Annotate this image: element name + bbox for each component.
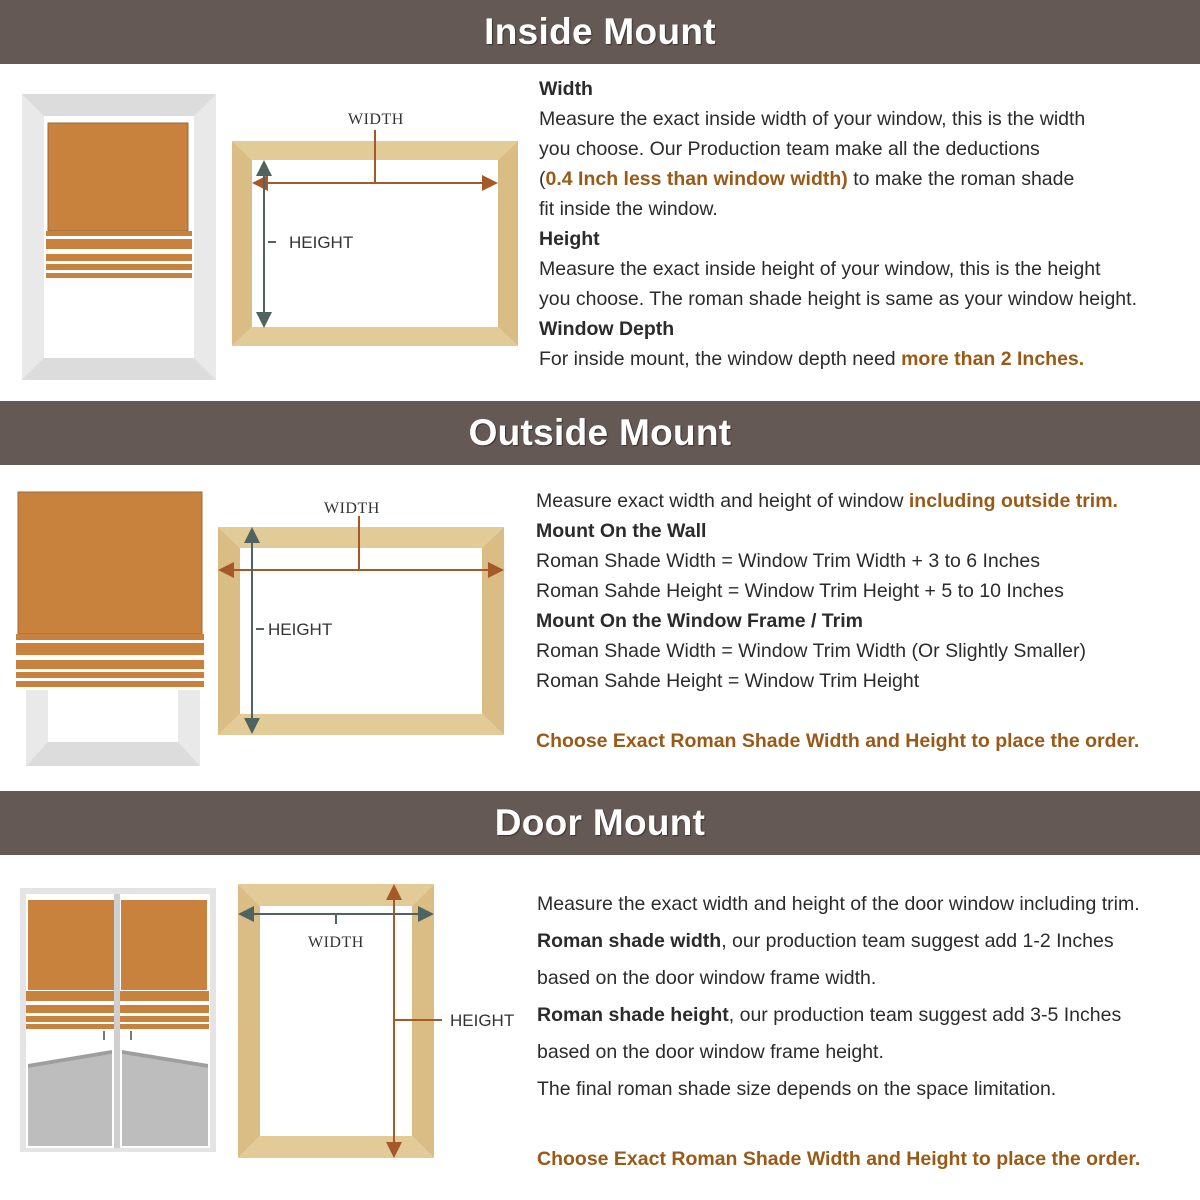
inside-depth-text: For inside mount, the window depth need: [539, 348, 902, 370]
outside-mount-title: Outside Mount: [468, 412, 732, 453]
door-mount-instructions: [537, 886, 1140, 1108]
outside-mount-measure-diagram: [218, 494, 508, 740]
outside-intro-accent: including outside trim.: [908, 490, 1118, 512]
door-height-rest: , our production team suggest add 3-5 Inches: [728, 1004, 1122, 1026]
door-mount-shade-illustration: [20, 888, 216, 1152]
inside-mount-title: Inside Mount: [484, 11, 716, 52]
outside-mount-instructions: [536, 486, 1139, 756]
inside-width-line-3-rest: to make the roman shade: [847, 168, 1075, 190]
door-line-4: [537, 997, 1140, 1034]
outside-frame-heading: Mount On the Window Frame / Trim: [536, 610, 863, 632]
door-line-2: [537, 923, 1140, 960]
inside-paren: (: [539, 168, 546, 190]
door-height-label: HEIGHT: [450, 1011, 515, 1030]
outside-intro-line: [536, 486, 1139, 516]
inside-width-line-3: [539, 164, 1137, 194]
door-width-bold: Roman shade width: [537, 930, 722, 952]
inside-mount-measure-diagram: [232, 108, 522, 348]
door-height-bold: Roman shade height: [537, 1004, 729, 1026]
outside-mount-shade-illustration: [16, 490, 216, 766]
inside-height-line-1: Measure the exact inside height of your window, this is the height: [539, 258, 1101, 280]
outside-width-label: WIDTH: [324, 500, 380, 517]
door-mount-title: Door Mount: [494, 802, 706, 843]
door-width-rest: , our production team suggest add 1-2 Inches: [721, 930, 1114, 952]
door-mount-banner: [0, 791, 1200, 855]
outside-wall-line-2: Roman Sahde Height = Window Trim Height + 5 to 10 Inches: [536, 580, 1064, 602]
outside-mount-banner: [0, 401, 1200, 465]
inside-width-label: WIDTH: [348, 111, 404, 128]
inside-depth-line: [539, 344, 1137, 374]
door-line-5: based on the door window frame height.: [537, 1041, 884, 1063]
outside-height-label: HEIGHT: [268, 620, 333, 639]
inside-width-line-1: Measure the exact inside width of your window, this is the width: [539, 108, 1086, 130]
outside-wall-heading: Mount On the Wall: [536, 520, 707, 542]
door-line-1: Measure the exact width and height of the door window including trim.: [537, 893, 1140, 915]
door-line-3: based on the door window frame width.: [537, 967, 877, 989]
inside-mount-shade-illustration: [22, 94, 216, 380]
door-cta: Choose Exact Roman Shade Width and Height to place the order.: [537, 1148, 1141, 1170]
inside-depth-heading: Window Depth: [539, 318, 675, 340]
door-line-6: The final roman shade size depends on the space limitation.: [537, 1078, 1057, 1100]
outside-cta: Choose Exact Roman Shade Width and Height to place the order.: [536, 730, 1140, 752]
inside-height-line-2: you choose. The roman shade height is same as your window height.: [539, 288, 1137, 310]
inside-mount-instructions: [539, 74, 1137, 374]
inside-width-heading: Width: [539, 78, 593, 100]
inside-width-line-4: fit inside the window.: [539, 198, 718, 220]
inside-deduction-accent: 0.4 Inch less than window width): [545, 168, 848, 190]
inside-width-line-2: you choose. Our Production team make all the deductions: [539, 138, 1040, 160]
outside-intro: Measure exact width and height of window: [536, 490, 909, 512]
door-width-label: WIDTH: [308, 934, 364, 951]
door-mount-measure-diagram: [238, 884, 522, 1160]
outside-frame-line-2: Roman Sahde Height = Window Trim Height: [536, 670, 920, 692]
inside-height-label: HEIGHT: [289, 233, 354, 252]
outside-frame-line-1: Roman Shade Width = Window Trim Width (Or Slightly Smaller): [536, 640, 1086, 662]
inside-mount-banner: [0, 0, 1200, 64]
inside-depth-accent: more than 2 Inches.: [901, 348, 1085, 370]
outside-wall-line-1: Roman Shade Width = Window Trim Width + 3 to 6 Inches: [536, 550, 1040, 572]
inside-height-heading: Height: [539, 228, 600, 250]
